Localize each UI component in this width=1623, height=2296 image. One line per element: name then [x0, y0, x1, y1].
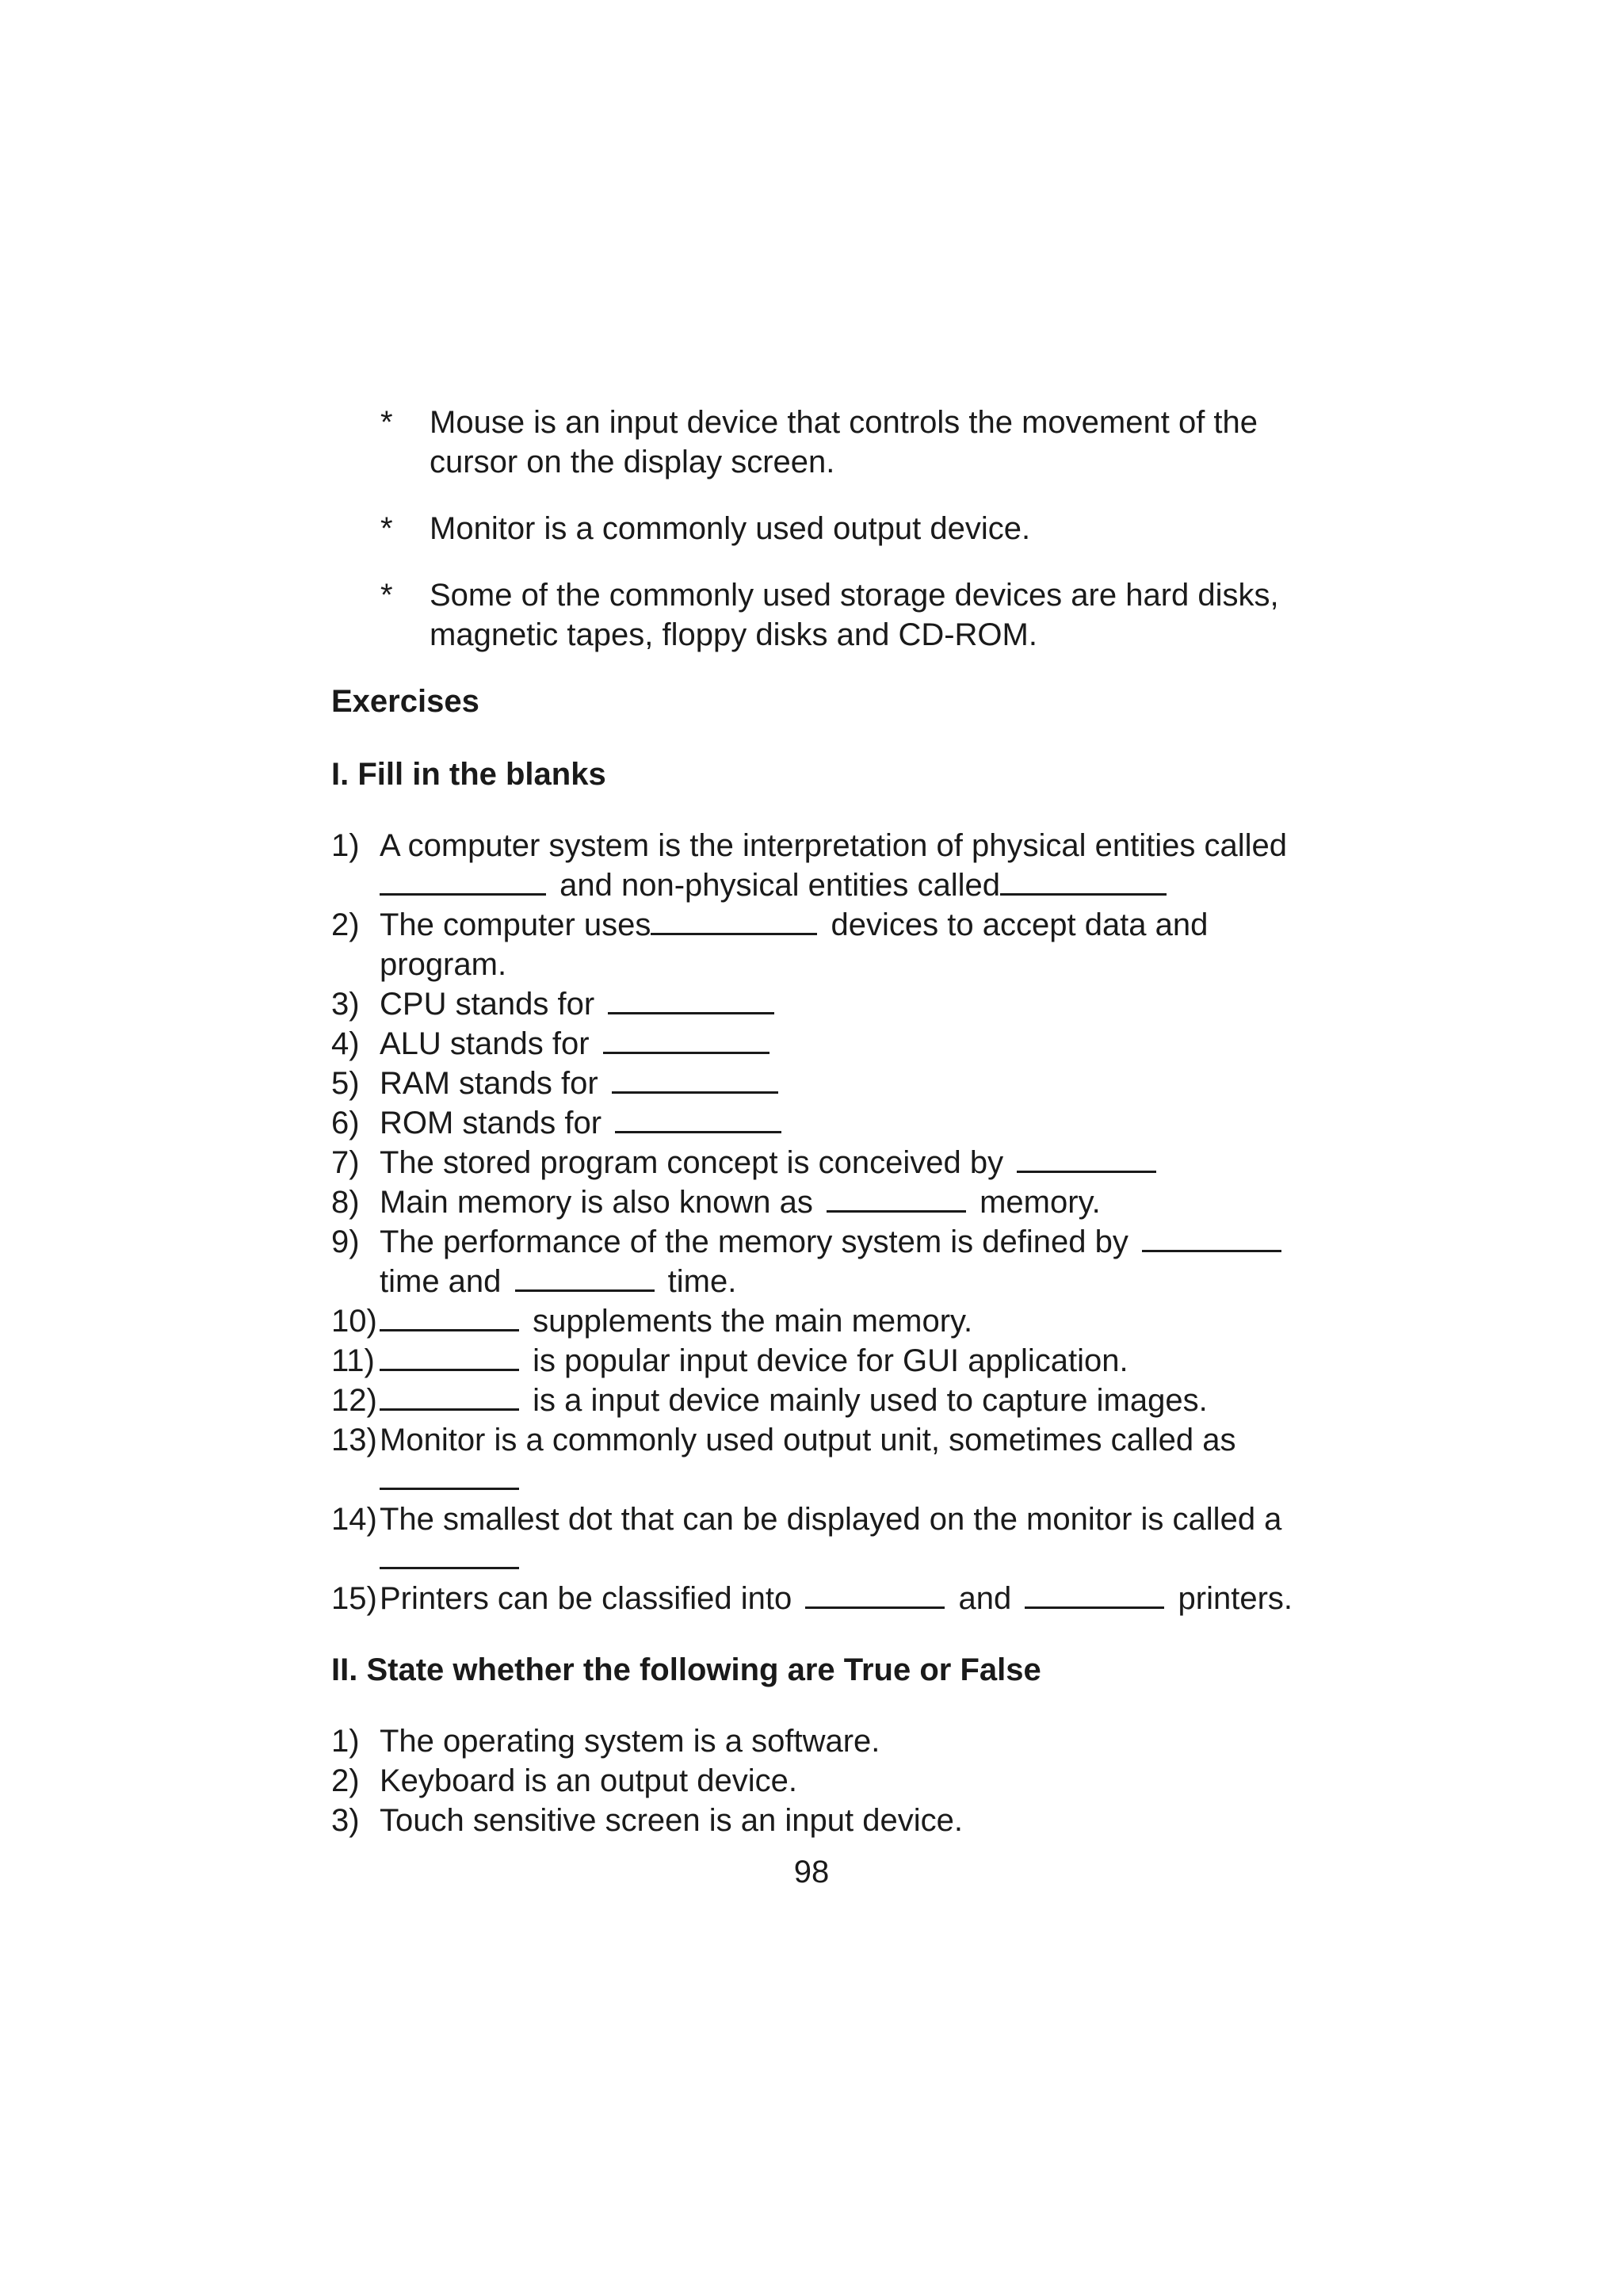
item-text: The computer uses	[380, 907, 651, 942]
list-item	[331, 1579, 1302, 1618]
bullet-text: Some of the commonly used storage devices are hard disks, magnetic tapes, floppy disks and CD-ROM.	[430, 578, 1279, 652]
item-text: printers.	[1178, 1581, 1293, 1616]
list-item	[331, 1143, 1302, 1182]
item-text: The operating system is a software.	[380, 1724, 880, 1759]
item-number: 9)	[331, 1224, 360, 1259]
bullet-marker: *	[380, 511, 393, 546]
blank-line	[380, 1345, 519, 1371]
item-text: The performance of the memory system is defined by	[380, 1224, 1128, 1259]
blank-line	[603, 1028, 769, 1054]
item-number: 6)	[331, 1106, 360, 1140]
item-number: 5)	[331, 1066, 360, 1101]
bullet-item	[331, 509, 1302, 548]
true-false-list	[331, 1721, 1302, 1840]
item-text: and non-physical entities called	[559, 868, 1001, 903]
list-item	[331, 1420, 1302, 1499]
page-number: 98	[793, 1855, 830, 1889]
item-text: A computer system is the interpretation of physical entities called	[380, 828, 1287, 863]
blank-line	[1017, 1147, 1156, 1173]
item-text: ROM stands for	[380, 1106, 602, 1140]
list-item	[331, 1761, 1302, 1801]
item-number: 13)	[331, 1423, 377, 1457]
item-text: devices to accept data and program.	[380, 907, 1209, 982]
list-item	[331, 905, 1302, 984]
item-number: 8)	[331, 1185, 360, 1220]
item-number: 12)	[331, 1383, 377, 1418]
item-number: 7)	[331, 1145, 360, 1180]
item-text: time and	[380, 1264, 502, 1299]
blank-line	[515, 1266, 655, 1292]
exercises-heading: Exercises	[331, 684, 479, 719]
bullet-text: Mouse is an input device that controls the movement of the cursor on the display screen.	[430, 405, 1258, 479]
item-text: CPU stands for	[380, 987, 595, 1022]
item-number: 1)	[331, 828, 360, 863]
fill-blanks-heading: I. Fill in the blanks	[331, 757, 606, 792]
item-text: and	[958, 1581, 1012, 1616]
blank-line	[612, 1068, 778, 1094]
item-number: 10)	[331, 1304, 377, 1339]
item-number: 15)	[331, 1581, 377, 1616]
list-item	[331, 984, 1302, 1024]
list-item	[331, 1341, 1302, 1381]
list-item	[331, 1103, 1302, 1143]
true-false-heading: II. State whether the following are True or False	[331, 1652, 1041, 1687]
item-number: 4)	[331, 1026, 360, 1061]
list-item	[331, 1721, 1302, 1761]
list-item	[331, 1222, 1302, 1301]
list-item	[331, 1801, 1302, 1840]
bullet-marker: *	[380, 405, 393, 440]
item-number: 1)	[331, 1724, 360, 1759]
item-text: time.	[667, 1264, 737, 1299]
blank-line	[805, 1583, 945, 1609]
blank-line	[380, 1464, 519, 1490]
fill-blanks-list	[331, 826, 1302, 1618]
item-text: ALU stands for	[380, 1026, 590, 1061]
item-number: 14)	[331, 1502, 377, 1537]
blank-line	[380, 869, 546, 896]
page-content	[331, 403, 1302, 1840]
blank-line	[380, 1543, 519, 1569]
blank-line	[827, 1186, 966, 1213]
bullet-item	[331, 403, 1302, 482]
list-item	[331, 1301, 1302, 1341]
item-text: The stored program concept is conceived by	[380, 1145, 1004, 1180]
blank-line	[1000, 869, 1167, 896]
blank-line	[651, 909, 817, 935]
item-text: Monitor is a commonly used output unit, sometimes called as	[380, 1423, 1236, 1457]
item-text: Printers can be classified into	[380, 1581, 792, 1616]
item-number: 11)	[331, 1343, 375, 1378]
list-item	[331, 1499, 1302, 1579]
item-text: The smallest dot that can be displayed on the monitor is called a	[380, 1502, 1282, 1537]
item-number: 2)	[331, 1763, 360, 1798]
list-item	[331, 1182, 1302, 1222]
list-item	[331, 1064, 1302, 1103]
list-item	[331, 1381, 1302, 1420]
list-item	[331, 826, 1302, 905]
item-text: Keyboard is an output device.	[380, 1763, 798, 1798]
item-text: is a input device mainly used to capture images.	[533, 1383, 1208, 1418]
blank-line	[380, 1305, 519, 1331]
item-text: is popular input device for GUI application.	[533, 1343, 1128, 1378]
item-text: supplements the main memory.	[533, 1304, 973, 1339]
blank-line	[615, 1107, 781, 1133]
list-item	[331, 1024, 1302, 1064]
blank-line	[1142, 1226, 1281, 1252]
blank-line	[380, 1385, 519, 1411]
bullet-marker: *	[380, 578, 393, 613]
item-number: 2)	[331, 907, 360, 942]
item-text: Touch sensitive screen is an input device.	[380, 1803, 963, 1838]
item-text: RAM stands for	[380, 1066, 598, 1101]
bullet-text: Monitor is a commonly used output device.	[430, 511, 1031, 546]
item-text: memory.	[980, 1185, 1101, 1220]
blank-line	[1025, 1583, 1164, 1609]
item-number: 3)	[331, 987, 360, 1022]
blank-line	[608, 988, 774, 1014]
item-number: 3)	[331, 1803, 360, 1838]
bullet-item	[331, 575, 1302, 655]
item-text: Main memory is also known as	[380, 1185, 813, 1220]
